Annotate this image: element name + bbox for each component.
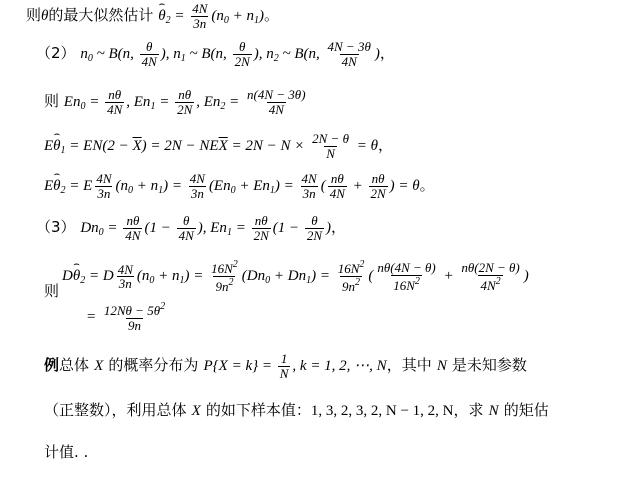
text-period: 。 <box>419 175 435 194</box>
formula-expectations: $En_0$ = $\frac{n\theta}{4N}$ , $En_1$ = $\frac{n\theta}{2N}$ , $En_2$ = $\frac{n(4N - 3\theta)}{4N}$ <box>63 87 306 117</box>
example-text: 计值. . <box>44 443 89 461</box>
line-unbiased-1 <box>44 132 393 161</box>
line-part2-distributions <box>36 40 395 69</box>
var-N: N <box>436 357 447 374</box>
text-ze: 则 <box>44 91 60 110</box>
text-ze: 则 <box>26 5 42 24</box>
sample-values: 1, 3, 2, 3, 2, N − 1, 2, N <box>310 403 454 419</box>
text-mle: 的最大似然估计 <box>48 5 154 24</box>
var-X: X <box>94 357 104 374</box>
var-X: X <box>191 403 201 419</box>
example-text: ，其中 <box>386 355 432 374</box>
line-unbiased-2 <box>44 172 435 201</box>
formula-mle: ⌢ $\theta_2$ = $\frac{4N}{3n}$ $(n_0 + n_1)$ <box>158 8 264 24</box>
formula-d-theta2-result: = $\frac{12N\theta - 5\theta^2}{9n}$ <box>86 301 166 333</box>
text-comma: ， <box>377 135 393 154</box>
example-text: ，求 <box>453 401 484 419</box>
example-text: 总体 <box>59 355 90 374</box>
text-comma: ， <box>331 217 347 236</box>
example-text: 的如下样本值： <box>205 401 311 419</box>
line-mle-result <box>26 2 279 31</box>
formula-e-theta1: E⌢ $\theta_1 = EN(2 - \overline{X}) = 2N - NE\overline{X} = 2N - N$ × $\frac{2N - \theta}{N}$ = θ <box>44 138 378 154</box>
line-ze-label <box>44 284 59 299</box>
example-text: 的概率分布为 <box>108 355 199 374</box>
example-text: （正整数），利用总体 <box>44 401 187 419</box>
label-part2: （2） <box>36 43 76 62</box>
line-variance-theta2 <box>62 260 529 294</box>
line-part3-variances <box>36 214 346 243</box>
formula-e-theta2: E⌢ $\theta_2 = E$ $\frac{4N}{3n}$ $(n_0 + n_1)$ = $\frac{4N}{3n}$ $(En_0 + En_1)$ = $\frac{4N}{3n}$ ( $\frac{n\theta}{4N}$ + $\frac{n\theta}{2N}$ ) = θ <box>44 178 420 194</box>
example-text: 是未知参数 <box>451 355 527 374</box>
text-period: 。 <box>263 5 279 24</box>
example-label: 例 <box>44 355 60 374</box>
example-text: 的矩估 <box>503 401 549 419</box>
formula-variances: $Dn_0$ = $\frac{n\theta}{4N}$ (1 − $\frac{\theta}{4N}$ ), $En_1$ = $\frac{n\theta}{2N}$ (1 − $\frac{\theta}{2N}$ ) <box>80 213 332 243</box>
var-N: N <box>488 403 499 419</box>
theta-symbol: θ <box>41 7 49 24</box>
text-ze: 则 <box>44 282 60 300</box>
formula-binomials: $n_0$ ~ B(n, $\frac{\theta}{4N}$ ), $n_1$ ~ B(n, $\frac{\theta}{2N}$ ), $n_2$ ~ B(n, $\frac{4N - 3\theta}{4N}$ ) <box>80 39 380 69</box>
example-line-2 <box>44 402 549 419</box>
formula-distribution: P{X = k} = $\frac{1}{N}$ , k = 1, 2, ⋯, N <box>203 351 387 381</box>
line-expectations <box>44 88 310 117</box>
label-part3: （3） <box>36 217 76 236</box>
text-comma: ， <box>379 43 395 62</box>
line-variance-result <box>86 302 169 333</box>
example-line-3 <box>44 444 88 460</box>
formula-d-theta2: D⌢ $\theta_2 = D$ $\frac{4N}{3n}$ $(n_0 + n_1)$ = $\frac{16N^2}{9n^2}$ $(Dn_0 + Dn_1)$ = $\frac{16N^2}{9n^2}$ ( $\frac{n\theta(4N - \theta)}{16N^2}$ + $\frac{n\theta(2N - \theta)}{4N^2}$ ) <box>62 268 529 284</box>
example-line-1 <box>44 352 527 381</box>
